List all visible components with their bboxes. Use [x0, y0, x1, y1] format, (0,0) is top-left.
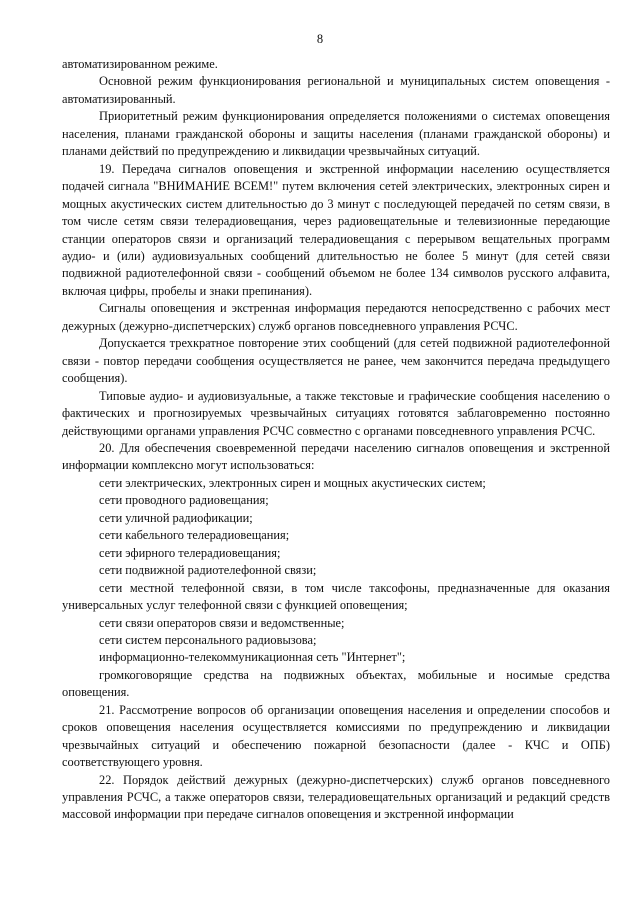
networks-list — [62, 475, 610, 702]
paragraph-item-22: 22. Порядок действий дежурных (дежурно-диспетчерских) служб органов повседневного управления РСЧС, а также операторов связи, телерадиовещательных организаций и редакций средств массовой информации при передаче сигналов оповещения и экстренной информации — [62, 772, 610, 822]
paragraph-repetition: Допускается трехкратное повторение этих сообщений (для сетей подвижной радиотелефонной связи - повтор передачи сообщения осуществляется не ранее, чем закончится передача предыдущего сообщения). — [62, 336, 610, 386]
paragraph-priority-mode: Приоритетный режим функционирования определяется положениями о системах оповещения населения, планами гражданской обороны и защиты населения (планами гражданской обороны) и планами действий по предупреждению и ликвидации чрезвычайных ситуаций. — [62, 109, 610, 159]
list-item: информационно-телекоммуникационная сеть "Интернет"; — [99, 650, 406, 665]
document-body — [62, 56, 610, 824]
paragraph-item-21: 21. Рассмотрение вопросов об организации оповещения населения и определении способов и сроков оповещения населения осуществляется комиссиями по предупреждению и ликвидации чрезвычайных ситуаций и обеспечению пожарной безопасности (далее - КЧС и ОПБ) соответствующего уровня. — [62, 702, 610, 770]
page-number: 8 — [316, 32, 324, 46]
list-item: сети уличной радиофикации; — [99, 510, 253, 525]
paragraph-continuation: автоматизированном режиме. — [62, 57, 218, 71]
list-item: сети местной телефонной связи, в том числе таксофоны, предназначенные для оказания универсальных услуг телефонной связи с функцией оповещения; — [62, 580, 610, 613]
list-item: сети связи операторов связи и ведомственные; — [99, 615, 345, 630]
paragraph-item-19: 19. Передача сигналов оповещения и экстренной информации населению осуществляется подачей сигнала "ВНИМАНИЕ ВСЕМ!" путем включения сетей электрических, электронных сирен и мощных акустических систем длительностью до 3 минут с последующей передачей по сетям связи, в том числе сетям связи телерадиовещания, через радиовещательные и телевизионные передающие станции операторов связи и организаций телерадиовещания с перерывом вещательных программ аудио- и (или) аудиовизуальных сообщений длительностью не более 5 минут (для сетей связи подвижной радиотелефонной связи - сообщений объемом не более 134 символов русского алфавита, включая цифры, пробелы и знаки препинания). — [62, 161, 610, 298]
list-item: сети систем персонального радиовызова; — [99, 632, 317, 647]
list-item: сети кабельного телерадиовещания; — [99, 528, 290, 543]
list-item: сети подвижной радиотелефонной связи; — [99, 563, 317, 578]
paragraph-typical-messages: Типовые аудио- и аудиовизуальные, а также текстовые и графические сообщения населению о фактических и прогнозируемых чрезвычайных ситуациях готовятся заблаговременно постоянно действующими органами управления РСЧС совместно с органами повседневного управления РСЧС. — [62, 388, 610, 438]
paragraph-signals-transmission: Сигналы оповещения и экстренная информация передаются непосредственно с рабочих мест дежурных (дежурно-диспетчерских) служб органов повседневного управления РСЧС. — [62, 301, 610, 333]
list-item: сети проводного радиовещания; — [99, 493, 269, 508]
paragraph-item-20: 20. Для обеспечения своевременной передачи населению сигналов оповещения и экстренной информации комплексно могут использоваться: — [62, 440, 610, 473]
list-item: громкоговорящие средства на подвижных объектах, мобильные и носимые средства оповещения. — [62, 667, 610, 700]
list-item: сети электрических, электронных сирен и мощных акустических систем; — [99, 475, 486, 490]
list-item: сети эфирного телерадиовещания; — [99, 545, 281, 560]
paragraph-main-mode: Основной режим функционирования региональной и муниципальных систем оповещения - автоматизированный. — [62, 74, 610, 106]
